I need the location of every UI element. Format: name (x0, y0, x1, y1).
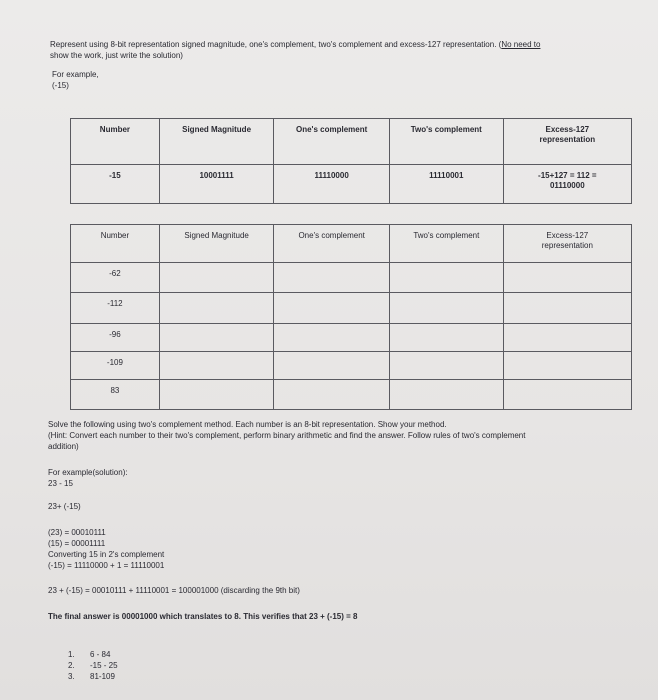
answer-cell[interactable] (390, 323, 504, 351)
example-signed-magnitude: 10001111 (199, 171, 234, 180)
exercise-expression: 81-109 (90, 672, 115, 681)
table-row (71, 379, 632, 409)
example-heading: For example, (52, 70, 99, 79)
row-number: -109 (106, 357, 123, 367)
header-ones-complement: One's complement (298, 231, 365, 240)
answer-cell[interactable] (159, 323, 274, 351)
solution-line: 23 + (-15) = 00010111 + 11110001 = 100001000 (discarding the 9th bit) (48, 586, 300, 595)
header-twos-complement: Two's complement (410, 125, 482, 134)
exercise-number: 1. (68, 650, 75, 659)
solution-line: 23 - 15 (48, 479, 73, 488)
row-number: 83 (110, 385, 120, 395)
table-row (71, 323, 632, 351)
header-signed-magnitude: Signed Magnitude (182, 125, 252, 134)
header-twos-complement: Two's complement (413, 231, 480, 240)
answer-cell[interactable] (159, 293, 274, 323)
answer-cell[interactable] (274, 351, 390, 379)
header-signed-magnitude: Signed Magnitude (184, 231, 249, 240)
exercise-item (68, 672, 115, 682)
example-ones-complement: 11110000 (314, 171, 349, 180)
example-number: -15 (109, 171, 121, 180)
answer-cell[interactable] (159, 379, 274, 409)
answer-cell[interactable] (390, 379, 504, 409)
twos-instruction-2: (Hint: Convert each number to their two's complement, perform binary arithmetic and find the answer. Follow rules of two's complement (48, 431, 526, 440)
instruction-line-1 (50, 40, 540, 50)
row-number: -112 (107, 299, 123, 309)
example-twos-complement: 11110001 (429, 171, 464, 180)
solution-line: (-15) = 11110000 + 1 = 11110001 (48, 561, 165, 570)
example-excess-line-2: 01110000 (549, 181, 585, 190)
example-value: (-15) (52, 81, 69, 90)
answer-cell[interactable] (503, 323, 631, 351)
answer-cell[interactable] (390, 293, 504, 323)
header-excess-127: Excess-127 representation (539, 125, 596, 144)
example-excess-line-1: -15+127 = 112 = (538, 171, 597, 180)
answer-cell[interactable] (503, 379, 631, 409)
exercise-number: 3. (68, 672, 75, 681)
solution-line: 23+ (-15) (48, 502, 81, 511)
answer-table (70, 224, 632, 410)
answer-cell[interactable] (159, 351, 274, 379)
answer-cell[interactable] (274, 293, 390, 323)
table-row (71, 351, 632, 379)
instruction-text: Represent using 8-bit representation signed magnitude, one's complement, two's complement and excess-127 representation. ( (50, 40, 502, 49)
solution-line: (15) = 00001111 (48, 539, 106, 548)
solution-heading: For example(solution): (48, 468, 128, 477)
twos-instruction-3: addition) (48, 442, 79, 451)
row-number: -96 (109, 329, 121, 339)
solution-line: (23) = 00010111 (48, 528, 106, 537)
header-excess-127: Excess-127 representation (541, 231, 593, 250)
exercise-expression: -15 - 25 (90, 661, 118, 670)
header-number: Number (100, 231, 130, 240)
answer-cell[interactable] (274, 379, 390, 409)
exercise-item (68, 661, 118, 671)
header-number: Number (99, 125, 131, 134)
answer-cell[interactable] (503, 351, 631, 379)
example-table (70, 118, 632, 204)
header-ones-complement: One's complement (296, 125, 368, 134)
no-need-text: No need to (501, 40, 541, 49)
twos-instruction-1: Solve the following using two's complement method. Each number is an 8-bit representation. Show your method. (48, 420, 447, 429)
row-number: -62 (109, 269, 121, 279)
exercise-number: 2. (68, 661, 75, 670)
solution-line: Converting 15 in 2's complement (48, 550, 165, 559)
answer-cell[interactable] (274, 323, 390, 351)
answer-cell[interactable] (274, 263, 390, 293)
solution-final-answer: The final answer is 00001000 which translates to 8. This verifies that 23 + (-15) = 8 (48, 612, 358, 621)
table-row (71, 263, 632, 293)
instruction-line-2: show the work, just write the solution) (50, 51, 183, 60)
answer-cell[interactable] (159, 263, 274, 293)
exercise-item (68, 650, 111, 660)
answer-cell[interactable] (390, 351, 504, 379)
answer-cell[interactable] (503, 263, 631, 293)
answer-cell[interactable] (503, 293, 631, 323)
answer-cell[interactable] (390, 263, 504, 293)
table-row (71, 293, 632, 323)
exercise-expression: 6 - 84 (90, 650, 111, 659)
